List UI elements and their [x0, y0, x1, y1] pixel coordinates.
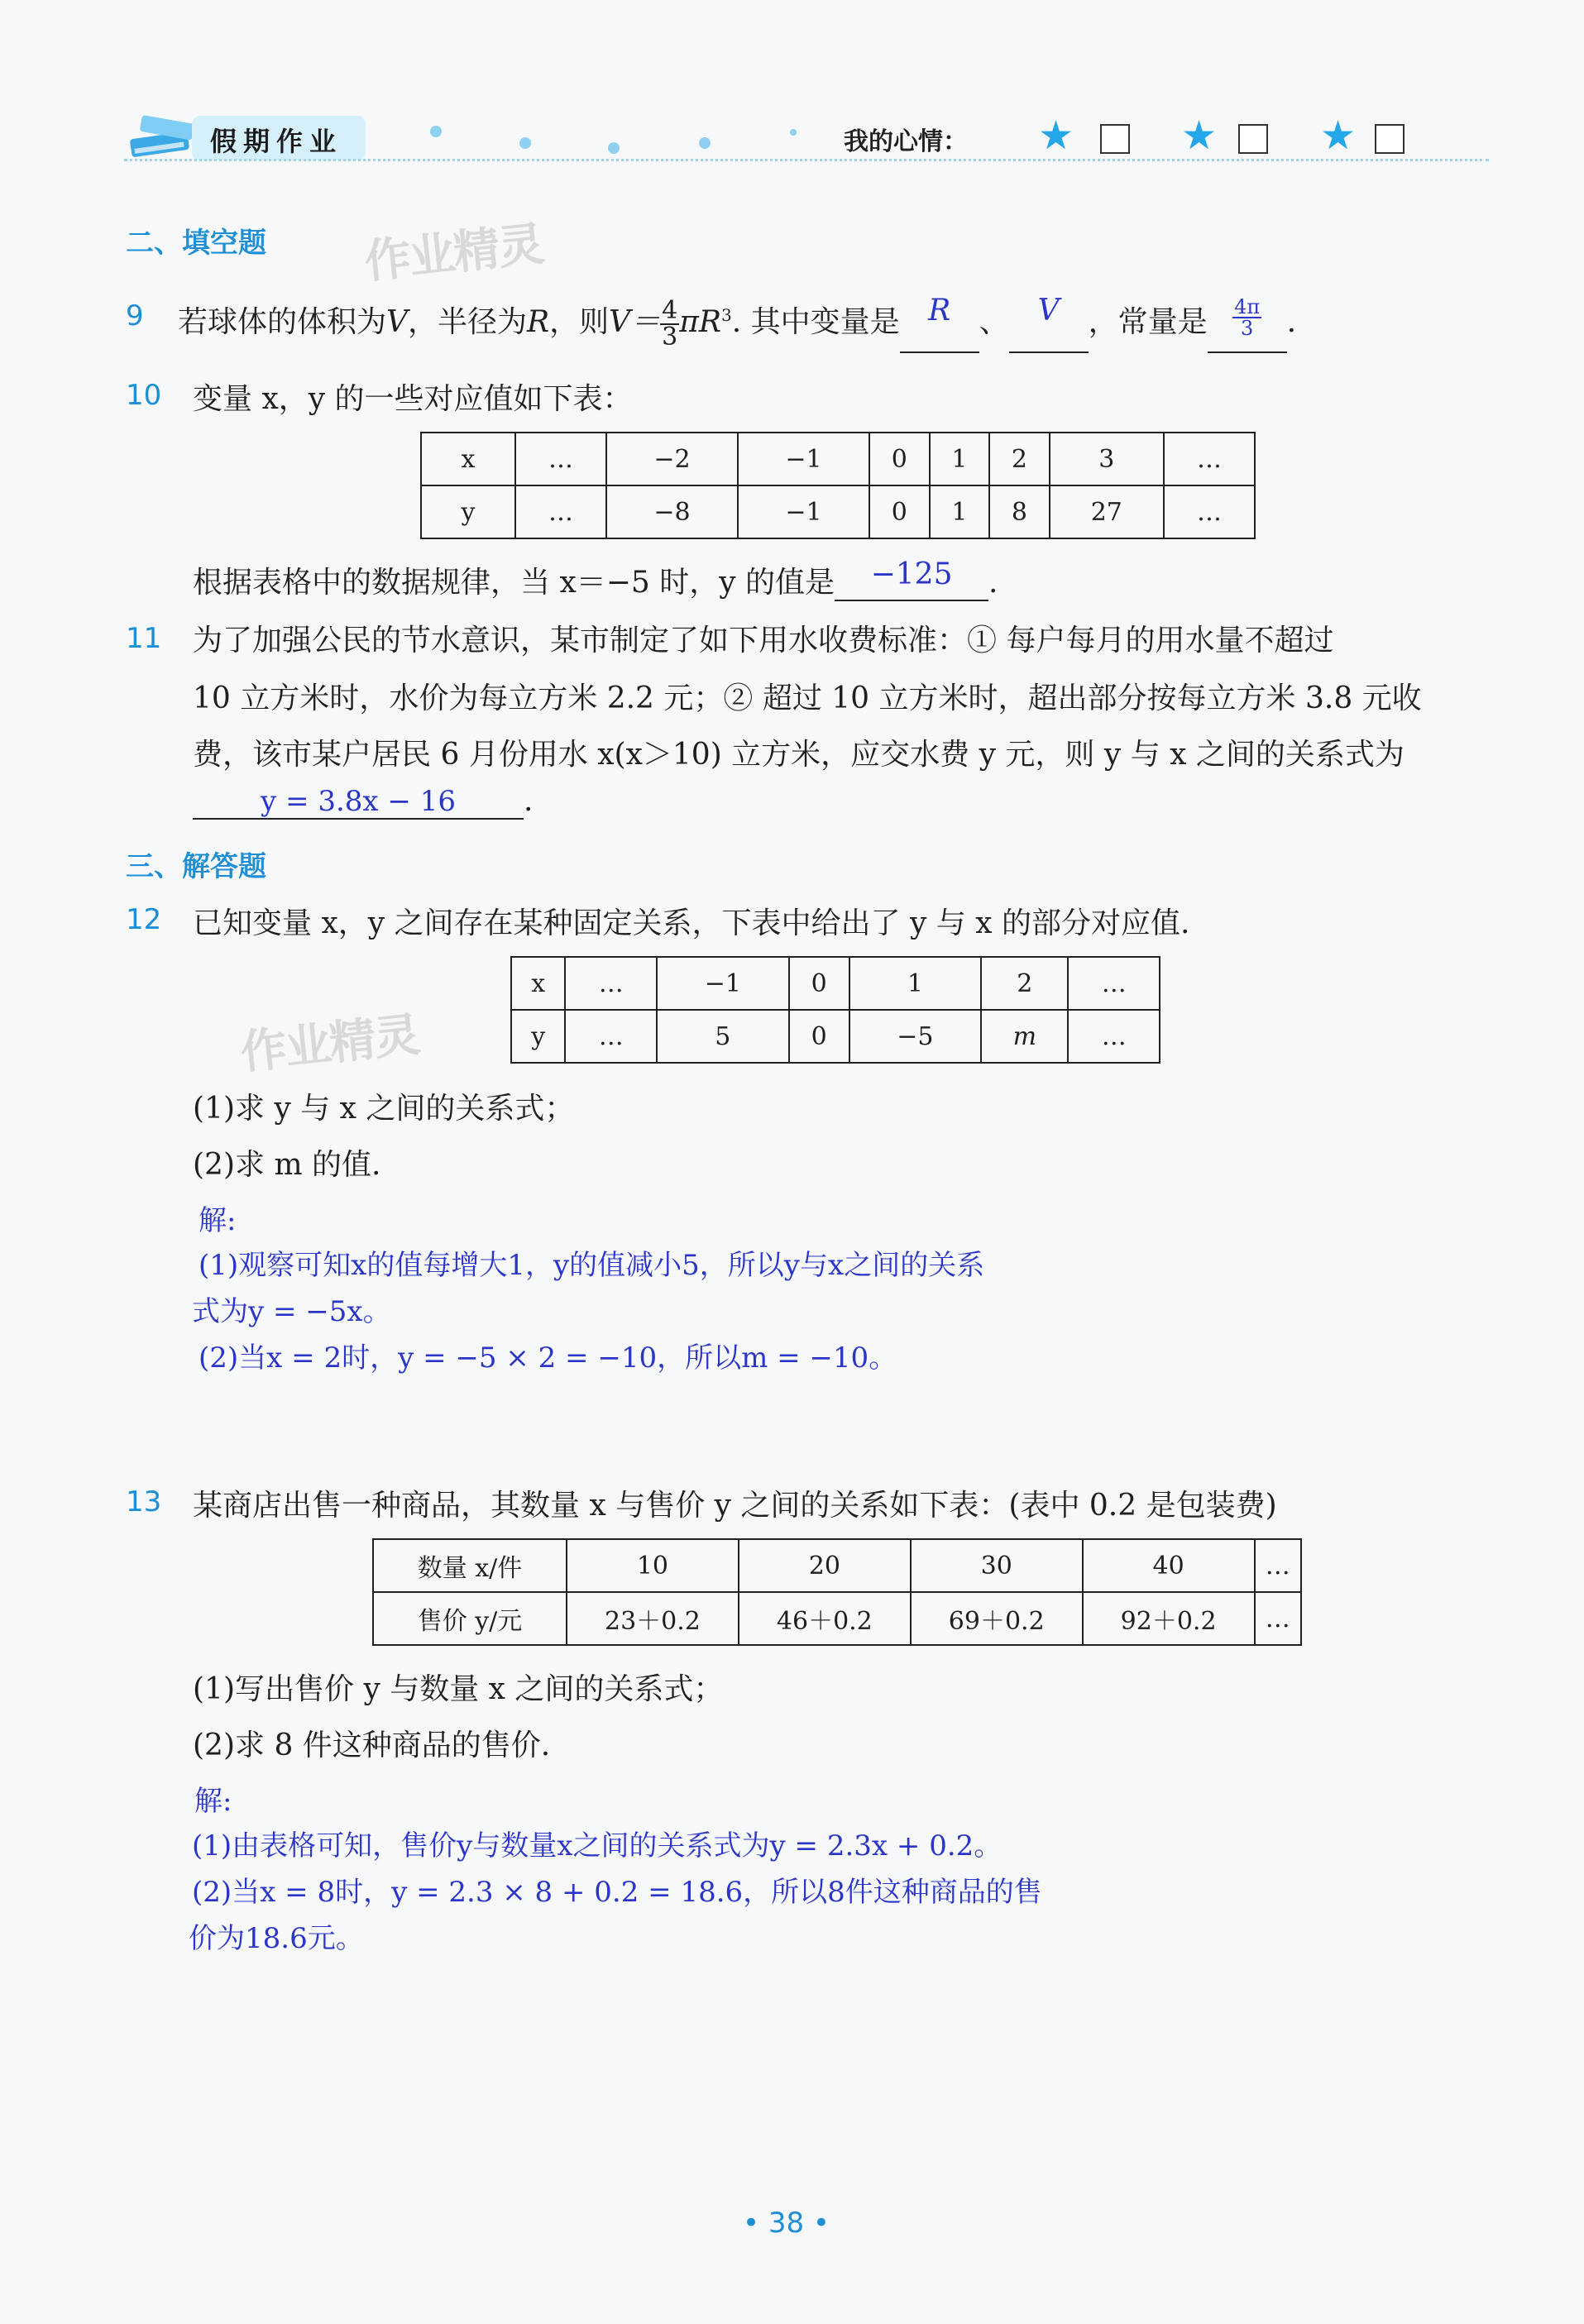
table-cell: … [1255, 1539, 1301, 1592]
table-row [421, 485, 1255, 538]
table-cell: −1 [738, 433, 869, 485]
table-cell: −2 [606, 433, 738, 485]
answer-blank[interactable] [835, 557, 988, 601]
q9-text: 若球体的体积为 [178, 305, 387, 339]
question-number: 13 [126, 1485, 162, 1518]
table-cell: 46＋0.2 [739, 1592, 911, 1645]
fraction-numerator: 4 [662, 296, 678, 325]
table-cell: x [511, 957, 565, 1010]
star-smile-icon: ★ [1038, 112, 1074, 159]
q9-text: 、 [979, 305, 1009, 339]
table-cell: … [565, 1010, 657, 1063]
table-row [511, 1010, 1160, 1063]
table-cell: 8 [989, 485, 1050, 538]
watermark: 作业精灵 [361, 217, 546, 290]
table-cell: 1 [930, 485, 990, 538]
q9-eq: V＝ [609, 305, 661, 339]
table-cell: … [565, 957, 657, 1010]
mood-checkbox-neutral[interactable] [1238, 124, 1268, 154]
fraction-numerator: 4π [1234, 295, 1261, 318]
table-cell: m [981, 1010, 1068, 1063]
q9-fraction [660, 296, 679, 351]
answer-blank[interactable] [1208, 294, 1287, 353]
table-cell: … [515, 433, 606, 485]
fraction-denominator: 3 [1241, 317, 1254, 340]
mood-checkbox-happy[interactable] [1100, 124, 1130, 154]
question-9 [178, 286, 1296, 353]
question-10-text: 变量 x，y 的一些对应值如下表： [193, 382, 633, 416]
q11-line1: 为了加强公民的节水意识，某市制定了如下用水收费标准：① 每户每月的用水量不超过 [193, 624, 1334, 658]
q9-text: . [1286, 305, 1297, 339]
q13-sub2: (2)求 8 件这种商品的售价. [193, 1729, 551, 1762]
question-number: 12 [126, 903, 162, 936]
table-cell: 92＋0.2 [1083, 1592, 1255, 1645]
answer-text: −125 [870, 557, 953, 591]
table-cell: 售价 y/元 [373, 1592, 567, 1645]
q13-text: 某商店出售一种商品，其数量 x 与售价 y 之间的关系如下表：(表中 0.2 是包装费) [193, 1489, 1277, 1523]
table-cell: 1 [849, 957, 982, 1010]
q12-solution-2: (2)当x = 2时，y = −5 × 2 = −10，所以m = −10。 [199, 1341, 897, 1375]
q12-solution-1b: 式为y = −5x。 [192, 1295, 391, 1328]
q9-expr: πR [679, 305, 722, 339]
decor-dot [790, 129, 797, 136]
table-cell: 20 [739, 1539, 911, 1592]
table-row [373, 1539, 1301, 1592]
q12-text: 已知变量 x，y 之间存在某种固定关系，下表中给出了 y 与 x 的部分对应值. [193, 906, 1190, 940]
table-cell: … [1068, 957, 1160, 1010]
q12-sub2: (2)求 m 的值. [193, 1148, 381, 1182]
table-row [373, 1592, 1301, 1645]
q10-after-text: 根据表格中的数据规律，当 x＝−5 时，y 的值是 [193, 566, 835, 600]
header-badge-text: 假期作业 [210, 126, 343, 157]
q12-table [510, 956, 1160, 1064]
star-neutral-icon: ★ [1181, 112, 1218, 159]
question-number: 11 [126, 622, 162, 655]
q9-var: R [527, 305, 550, 339]
table-cell: … [1068, 1010, 1160, 1063]
table-cell: 0 [869, 485, 930, 538]
decor-dot [699, 137, 711, 149]
table-cell: … [1164, 485, 1255, 538]
table-cell: 30 [911, 1539, 1083, 1592]
table-cell: 2 [981, 957, 1068, 1010]
q9-text: ，常量是 [1088, 305, 1208, 339]
page-number: • 38 • [743, 2207, 830, 2240]
fraction-denominator: 3 [662, 323, 678, 351]
table-cell: 27 [1050, 485, 1164, 538]
q13-table [372, 1538, 1302, 1646]
table-cell: y [511, 1010, 565, 1063]
q12-sub1: (1)求 y 与 x 之间的关系式； [193, 1092, 575, 1126]
section-title-solve: 三、解答题 [126, 850, 266, 883]
q13-solution-label: 解: [194, 1785, 232, 1818]
table-cell: y [421, 485, 515, 538]
table-cell: 3 [1050, 433, 1164, 485]
q13-solution-1: (1)由表格可知，售价y与数量x之间的关系式为y = 2.3x + 0.2。 [192, 1829, 1003, 1863]
header-divider [124, 159, 1489, 161]
question-number: 10 [126, 379, 162, 412]
q13-sub1: (1)写出售价 y 与数量 x 之间的关系式； [193, 1672, 724, 1706]
q9-text: ，半径为 [408, 305, 528, 339]
q11-answer-line [193, 784, 533, 820]
answer-blank[interactable] [900, 294, 979, 353]
q11-line3: 费，该市某户居民 6 月份用水 x(x＞10) 立方米，应交水费 y 元，则 y 与 x 之间的关系式为 [193, 738, 1405, 772]
q12-solution-1a: (1)观察可知x的值每增大1，y的值减小5，所以y与x之间的关系 [199, 1249, 985, 1282]
q10-end: . [988, 566, 998, 600]
q13-solution-2b: 价为18.6元。 [189, 1922, 364, 1955]
answer-text: R [928, 294, 951, 328]
table-cell: … [1164, 433, 1255, 485]
table-cell: 2 [989, 433, 1050, 485]
answer-text: V [1037, 294, 1060, 328]
watermark: 作业精灵 [237, 1007, 422, 1081]
table-cell: 5 [657, 1010, 789, 1063]
mood-checkbox-sad[interactable] [1375, 124, 1405, 154]
q9-text: ，则 [549, 305, 610, 339]
table-cell: 23＋0.2 [567, 1592, 739, 1645]
section-title-fill-blank: 二、填空题 [126, 227, 266, 260]
table-cell: 0 [789, 957, 849, 1010]
q12-solution-label: 解: [199, 1204, 237, 1237]
table-cell: −5 [849, 1010, 982, 1063]
table-cell: 10 [567, 1539, 739, 1592]
answer-blank[interactable] [1009, 294, 1089, 353]
table-row [511, 957, 1160, 1010]
table-cell: 69＋0.2 [911, 1592, 1083, 1645]
table-cell: … [515, 485, 606, 538]
decor-dot [608, 142, 620, 154]
star-sad-icon: ★ [1320, 112, 1357, 159]
q11-end: . [524, 784, 534, 818]
decor-dot [430, 126, 442, 137]
q10-question-line [193, 559, 998, 601]
table-cell: … [1255, 1592, 1301, 1645]
q9-var: V [386, 305, 409, 339]
answer-text: y = 3.8x − 16 [261, 785, 456, 818]
table-cell: 0 [869, 433, 930, 485]
table-cell: 1 [930, 433, 990, 485]
table-cell: −1 [738, 485, 869, 538]
table-cell: 40 [1083, 1539, 1255, 1592]
answer-blank[interactable] [193, 784, 524, 820]
table-row [421, 433, 1255, 485]
table-cell: 数量 x/件 [373, 1539, 567, 1592]
answer-fraction [1232, 297, 1261, 338]
table-cell: x [421, 433, 515, 485]
mood-label: 我的心情： [844, 127, 968, 156]
q11-line2: 10 立方米时，水价为每立方米 2.2 元；② 超过 10 立方米时，超出部分按每立方米 3.8 元收 [193, 681, 1422, 715]
question-number: 9 [126, 299, 144, 332]
q10-table [420, 432, 1256, 539]
header-badge [192, 116, 366, 160]
decor-dot [519, 137, 531, 149]
q9-exponent: 3 [721, 305, 732, 325]
table-cell: 0 [789, 1010, 849, 1063]
table-cell: −8 [606, 485, 738, 538]
table-cell: −1 [657, 957, 789, 1010]
q13-solution-2a: (2)当x = 8时，y = 2.3 × 8 + 0.2 = 18.6，所以8件这种商品的售 [192, 1876, 1042, 1909]
q9-text: . 其中变量是 [731, 305, 900, 339]
